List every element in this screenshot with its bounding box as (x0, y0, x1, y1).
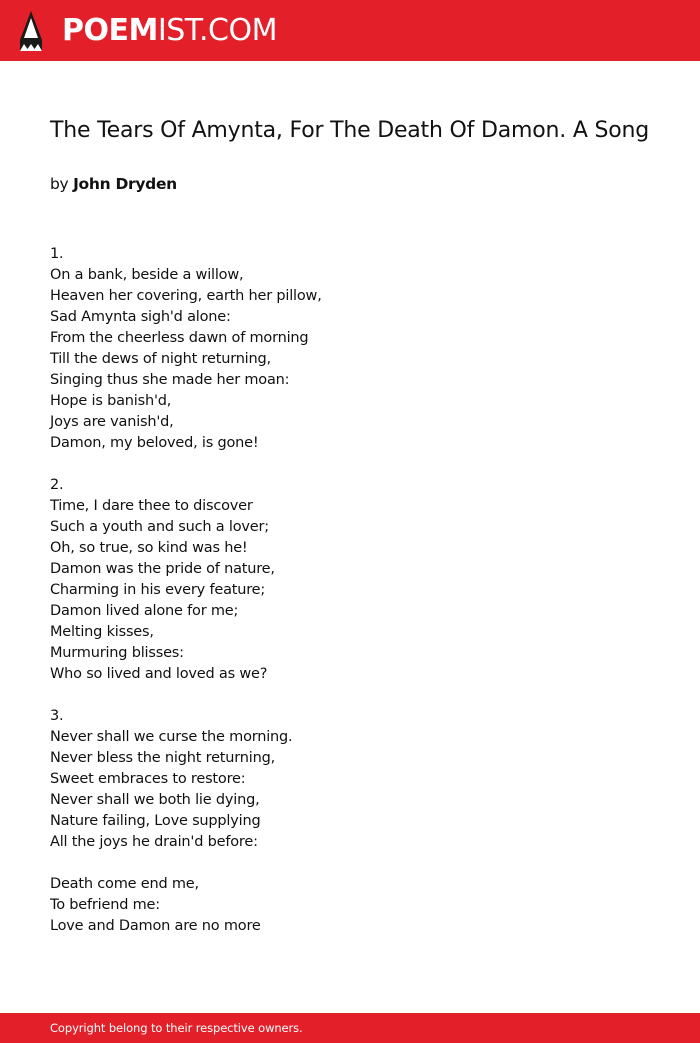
site-logo[interactable] (62, 11, 277, 51)
poem-title: The Tears Of Amynta, For The Death Of Damon. A Song (50, 118, 649, 143)
author-name[interactable]: John Dryden (73, 175, 177, 193)
poem-line: To befriend me: (50, 897, 160, 913)
logo-bold-text: POEM (62, 13, 158, 48)
poem-line: Damon, my beloved, is gone! (50, 435, 259, 451)
poem-line: Time, I dare thee to discover (50, 498, 253, 514)
poem-line: On a bank, beside a willow, (50, 267, 244, 283)
stanza (50, 475, 650, 685)
poem-line: Heaven her covering, earth her pillow, (50, 288, 322, 304)
poem-line: All the joys he drain'd before: (50, 834, 258, 850)
stanza (50, 706, 650, 853)
poem-line: Death come end me, (50, 876, 199, 892)
poem-line: Singing thus she made her moan: (50, 372, 290, 388)
poem-line: Damon was the pride of nature, (50, 561, 275, 577)
poem-line: Till the dews of night returning, (50, 351, 271, 367)
poem-line: Never shall we both lie dying, (50, 792, 260, 808)
poem-line: 2. (50, 477, 64, 493)
poem-line: Who so lived and loved as we? (50, 666, 268, 682)
poem-line: Charming in his every feature; (50, 582, 266, 598)
site-footer (0, 1013, 700, 1043)
poem-line: Oh, so true, so kind was he! (50, 540, 248, 556)
poem-line: 1. (50, 246, 64, 262)
poem-line: Nature failing, Love supplying (50, 813, 261, 829)
poem-body (50, 244, 650, 958)
poem-line: 3. (50, 708, 64, 724)
poem-line: Never shall we curse the morning. (50, 729, 293, 745)
stanza (50, 244, 650, 454)
pencil-icon[interactable] (18, 10, 44, 52)
poem-line: Melting kisses, (50, 624, 154, 640)
logo-light-text: IST.COM (157, 13, 277, 48)
poem-line: Hope is banish'd, (50, 393, 172, 409)
copyright-text: Copyright belong to their respective owners. (50, 1021, 303, 1035)
stanza (50, 874, 650, 937)
poem-line: Never bless the night returning, (50, 750, 275, 766)
poem-line: Damon lived alone for me; (50, 603, 239, 619)
site-header (0, 0, 700, 61)
poem-line: Sweet embraces to restore: (50, 771, 246, 787)
by-label: by (50, 175, 69, 193)
poem-line: Joys are vanish'd, (50, 414, 174, 430)
poem-line: Such a youth and such a lover; (50, 519, 269, 535)
byline (50, 174, 177, 194)
poem-line: From the cheerless dawn of morning (50, 330, 309, 346)
poem-line: Sad Amynta sigh'd alone: (50, 309, 231, 325)
poem-line: Murmuring blisses: (50, 645, 184, 661)
poem-line: Love and Damon are no more (50, 918, 261, 934)
